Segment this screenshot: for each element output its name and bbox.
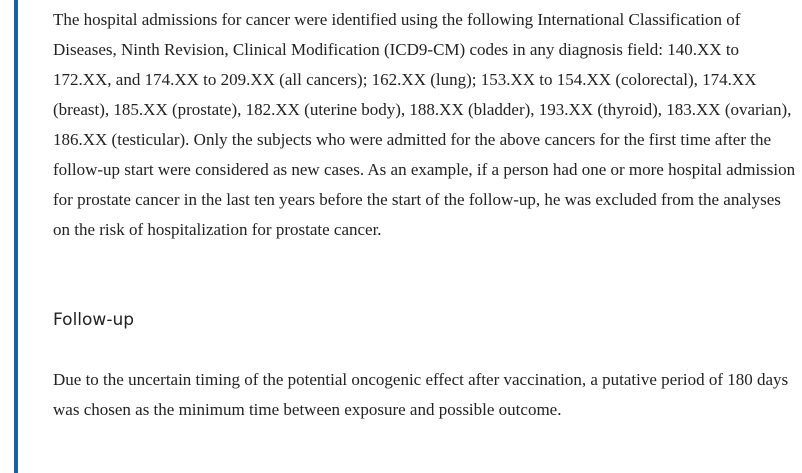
follow-up-heading: Follow-up	[53, 310, 135, 330]
cancer-codes-paragraph: The hospital admissions for cancer were identified using the following International Classification of Diseases, Ninth Revision, Clinical Modification (ICD9-CM) codes in any diagnosis field: 140.XX to 172.XX, and 174.XX to 209.XX (all cancers); 162.XX (lung); 153.XX to 154.XX (colorectal), 174.XX (breast), 185.XX (prostate), 182.XX (uterine body), 188.XX (bladder), 193.XX (thyroid), 183.XX (ovarian), 186.XX (testicular). Only the subjects who were admitted for the above cancers for the first time after the follow-up start were considered as new cases. As an example, if a person had one or more hospital admission for prostate cancer in the last ten years before the start of the follow-up, he was excluded from the analyses on the risk of hospitalization for prostate cancer.	[53, 10, 796, 239]
blockquote-accent-rule	[14, 0, 18, 473]
follow-up-paragraph: Due to the uncertain timing of the potential oncogenic effect after vaccination, a putative period of 180 days was chosen as the minimum time between exposure and possible outcome.	[53, 370, 789, 419]
